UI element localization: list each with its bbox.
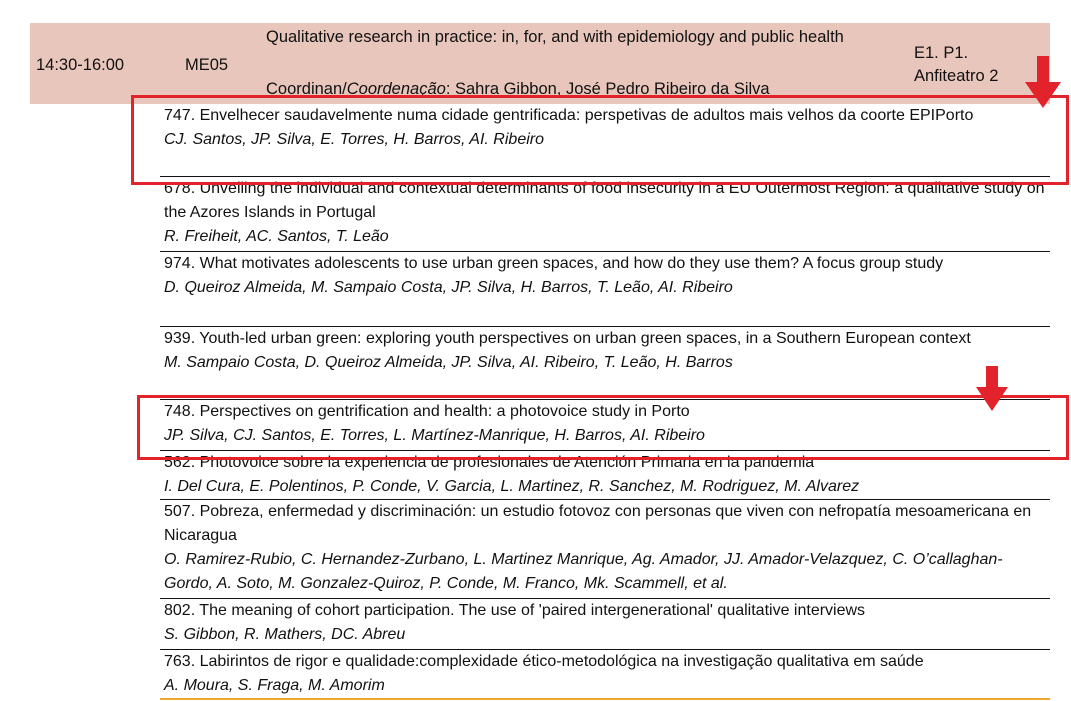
session-time: 14:30-16:00: [36, 56, 125, 74]
paper-authors: JP. Silva, CJ. Santos, E. Torres, L. Martínez-Manrique, H. Barros, AI. Ribeiro: [164, 427, 705, 444]
paper-title: 763. Labirintos de rigor e qualidade:complexidade ético-metodológica na investigação qualitativa em saúde: [164, 653, 924, 670]
paper-title: 678. Unveiling the individual and contextual determinants of food insecurity in a EU Outermost Region: a qualitative study on the Azores Islands in Portugal: [164, 180, 1045, 221]
paper-authors: S. Gibbon, R. Mathers, DC. Abreu: [164, 626, 406, 643]
coordinators-names: : Sahra Gibbon, José Pedro Ribeiro da Silva: [445, 80, 770, 98]
down-arrow-icon: [975, 366, 1009, 412]
session-header: [30, 23, 1050, 104]
down-arrow-icon: [1023, 56, 1063, 110]
paper-authors: M. Sampaio Costa, D. Queiroz Almeida, JP. Silva, AI. Ribeiro, T. Leão, H. Barros: [164, 354, 733, 371]
paper-authors: I. Del Cura, E. Polentinos, P. Conde, V. Garcia, L. Martinez, R. Sanchez, M. Rodriguez, M. Alvarez: [164, 478, 860, 495]
paper-title: 748. Perspectives on gentrification and health: a photovoice study in Porto: [164, 403, 690, 420]
room-line-2: Anfiteatro 2: [914, 67, 999, 85]
paper-authors: O. Ramirez-Rubio, C. Hernandez-Zurbano, L. Martinez Manrique, Ag. Amador, JJ. Amador-Velazquez, C. O’callaghan-Gordo, A. Soto, M. Gonzalez-Quiroz, P. Conde, M. Franco, Mk. Scammell, et al.: [164, 551, 1003, 592]
paper-item: [160, 599, 1050, 650]
session-title: Qualitative research in practice: in, for, and with epidemiology and public health: [266, 28, 844, 46]
paper-title: 802. The meaning of cohort participation. The use of 'paired intergenerational' qualitative interviews: [164, 602, 866, 619]
highlight-box: [131, 95, 1069, 185]
paper-authors: CJ. Santos, JP. Silva, E. Torres, H. Barros, AI. Ribeiro: [164, 131, 544, 148]
paper-item: [160, 650, 1050, 700]
coordinators-label-pt: Coordenação: [346, 80, 446, 98]
paper-authors: D. Queiroz Almeida, M. Sampaio Costa, JP. Silva, H. Barros, T. Leão, AI. Ribeiro: [164, 279, 733, 296]
session-code: ME05: [185, 56, 229, 74]
paper-title: 747. Envelhecer saudavelmente numa cidade gentrificada: perspetivas de adultos mais velhos da coorte EPIPorto: [164, 107, 974, 124]
coordinators-label: Coordinan/: [266, 80, 347, 98]
highlight-box: [137, 395, 1069, 460]
paper-title: 507. Pobreza, enfermedad y discriminación: un estudio fotovoz con personas que viven con nefropatía mesoamericana en Nicaragua: [164, 503, 1032, 544]
paper-item: [160, 252, 1050, 327]
paper-authors: A. Moura, S. Fraga, M. Amorim: [164, 677, 385, 694]
session-room: [914, 42, 1034, 88]
room-line-1: E1. P1.: [914, 44, 969, 62]
paper-title: 939. Youth-led urban green: exploring youth perspectives on urban green spaces, in a Southern European context: [164, 330, 971, 347]
paper-item: [160, 500, 1050, 599]
paper-title: 974. What motivates adolescents to use urban green spaces, and how do they use them? A focus group study: [164, 255, 944, 272]
paper-item: [160, 327, 1050, 400]
paper-title: 562. Photovoice sobre la experiencia de profesionales de Atención Primaria en la pandemia: [164, 454, 815, 471]
paper-item: [160, 177, 1050, 252]
paper-authors: R. Freiheit, AC. Santos, T. Leão: [164, 228, 389, 245]
